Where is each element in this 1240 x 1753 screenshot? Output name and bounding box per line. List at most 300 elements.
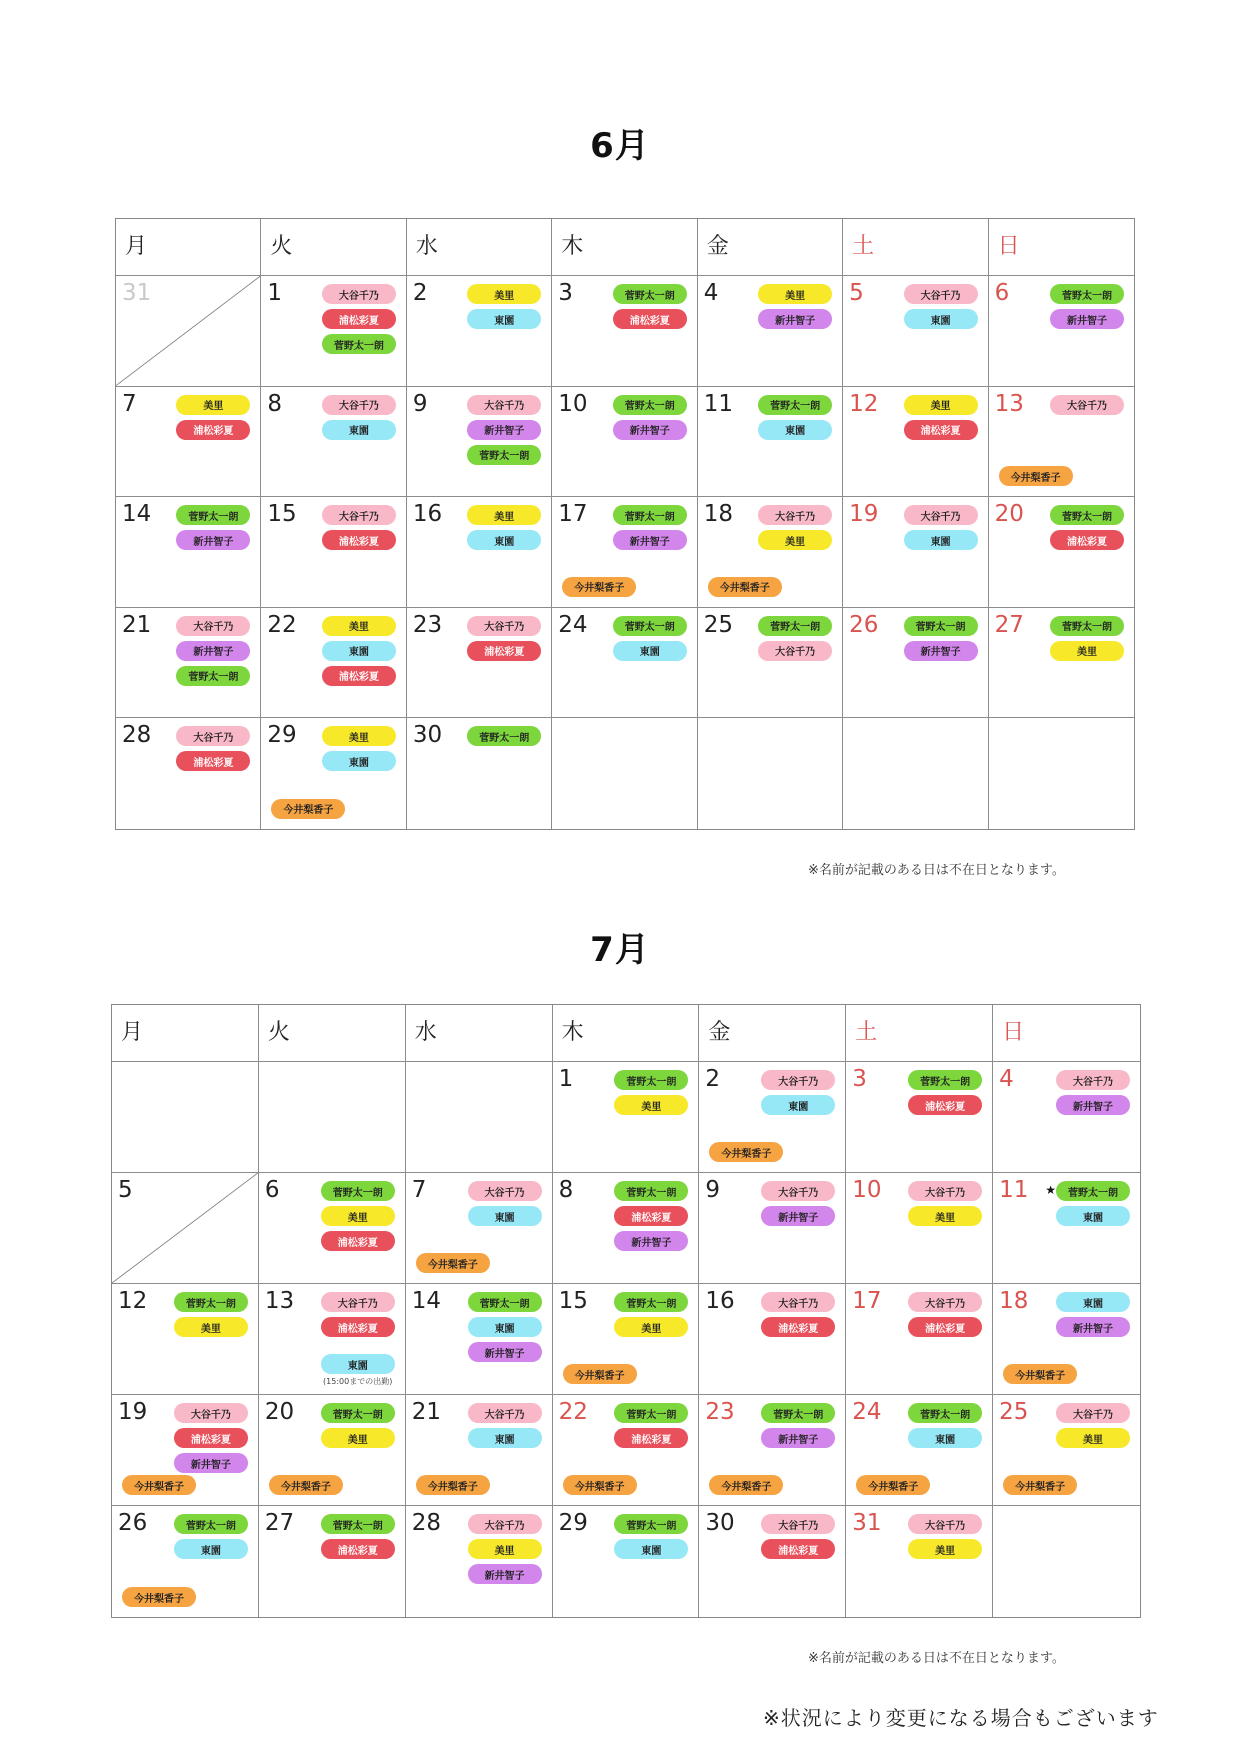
day-number: 13 [264, 1288, 295, 1314]
absent-staff-list [758, 505, 832, 550]
june-title: 6月 [590, 126, 650, 166]
staff-pill-imai: 今井梨香子 [1003, 1364, 1077, 1384]
staff-pill-higashizono: 東園 [904, 309, 978, 329]
day-number: 2 [412, 280, 428, 306]
staff-pill-uramatsu: 浦松彩夏 [176, 751, 250, 771]
absent-staff-list [904, 616, 978, 661]
staff-pill-sugano: 菅野太一朗 [614, 1292, 688, 1312]
july-footnote: ※名前が記載のある日は不在日となります。 [808, 1651, 1065, 1666]
day-number: 10 [558, 390, 588, 417]
absent-staff-list [321, 1403, 395, 1448]
calendar-day-cell[interactable] [846, 1506, 993, 1617]
calendar-day-cell[interactable] [406, 1173, 553, 1284]
absent-staff-list [908, 1181, 982, 1226]
calendar-day-cell[interactable] [112, 1506, 259, 1617]
calendar-day-cell[interactable] [407, 497, 552, 608]
staff-pill-imai: 今井梨香子 [709, 1142, 783, 1162]
day-number: 11 [703, 390, 733, 417]
calendar-day-cell[interactable] [112, 1395, 259, 1506]
staff-pill-sugano: 菅野太一朗 [1050, 284, 1124, 304]
calendar-day-cell[interactable] [698, 608, 843, 719]
staff-pill-uramatsu: 浦松彩夏 [908, 1317, 982, 1337]
staff-pill-higashizono: 東園 [322, 751, 396, 771]
staff-pill-ootani: 大谷千乃 [176, 616, 250, 636]
staff-pill-higashizono: 東園 [1056, 1292, 1130, 1312]
staff-pill-imai: 今井梨香子 [416, 1475, 490, 1495]
absent-staff-list [761, 1514, 835, 1559]
day-number: 13 [994, 390, 1024, 417]
absent-staff-list [761, 1181, 835, 1226]
day-number: 19 [118, 1399, 148, 1425]
staff-pill-ootani: 大谷千乃 [908, 1292, 982, 1312]
day-number: 9 [705, 1177, 721, 1203]
absent-staff-list [908, 1514, 982, 1559]
staff-pill-sugano: 菅野太一朗 [908, 1070, 982, 1090]
staff-pill-sugano: 菅野太一朗 [176, 505, 250, 525]
day-number: 17 [558, 501, 588, 528]
shift-note: (15:00までの出勤) [323, 1377, 393, 1386]
calendar-day-cell[interactable] [261, 276, 406, 387]
calendar-day-cell[interactable] [553, 1395, 700, 1506]
staff-pill-higashizono: 東園 [467, 309, 541, 329]
calendar-day-cell[interactable] [116, 387, 261, 498]
staff-pill-sugano: 菅野太一朗 [174, 1292, 248, 1312]
staff-pill-imai: 今井梨香子 [563, 1475, 637, 1495]
star-icon: ★ [1045, 1183, 1056, 1197]
absent-staff-list [1050, 505, 1124, 550]
absent-staff-list [176, 505, 250, 550]
calendar-day-cell[interactable] [259, 1062, 406, 1173]
weekday-header: 火 [261, 219, 406, 276]
weekday-header: 木 [553, 1005, 700, 1062]
staff-pill-uramatsu: 浦松彩夏 [1050, 530, 1124, 550]
july-title: 7月 [590, 930, 650, 970]
calendar-day-cell[interactable] [989, 497, 1134, 608]
staff-pill-sugano: 菅野太一朗 [1050, 505, 1124, 525]
staff-pill-higashizono: 東園 [468, 1206, 542, 1226]
day-number: 29 [267, 722, 297, 749]
change-notice: ※状況により変更になる場合もございます [763, 1706, 1159, 1730]
staff-pill-higashizono: 東園 [468, 1428, 542, 1448]
day-number: 31 [122, 280, 152, 306]
calendar-day-cell[interactable] [699, 1062, 846, 1173]
day-number: 19 [849, 501, 879, 528]
absent-staff-list [321, 1514, 395, 1559]
day-number: 3 [852, 1066, 867, 1092]
staff-pill-higashizono: 東園 [904, 530, 978, 550]
calendar-day-cell[interactable] [259, 1284, 406, 1395]
calendar-day-cell[interactable] [698, 497, 843, 608]
staff-pill-ootani: 大谷千乃 [468, 1181, 542, 1201]
day-number: 18 [999, 1288, 1029, 1314]
staff-pill-imai: 今井梨香子 [563, 1364, 637, 1384]
staff-pill-ootani: 大谷千乃 [468, 1403, 542, 1423]
weekday-header: 金 [698, 219, 843, 276]
calendar-day-cell[interactable] [553, 1284, 700, 1395]
weekday-header: 水 [406, 1005, 553, 1062]
day-number: 4 [999, 1066, 1014, 1092]
calendar-day-cell[interactable] [261, 497, 406, 608]
absent-staff-list [613, 284, 687, 329]
staff-pill-misato: 美里 [174, 1317, 248, 1337]
day-number: 12 [118, 1288, 148, 1314]
staff-pill-misato: 美里 [321, 1428, 395, 1448]
staff-pill-sugano: 菅野太一朗 [761, 1403, 835, 1423]
staff-pill-sugano: 菅野太一朗 [467, 445, 541, 465]
staff-pill-sugano: 菅野太一朗 [613, 616, 687, 636]
staff-pill-imai: 今井梨香子 [999, 466, 1073, 486]
staff-pill-arai: 新井智子 [614, 1231, 688, 1251]
calendar-day-cell[interactable] [993, 1062, 1140, 1173]
absent-staff-list [322, 505, 396, 550]
staff-pill-sugano: 菅野太一朗 [176, 666, 250, 686]
diagonal-stroke [112, 1173, 258, 1283]
calendar-day-cell[interactable] [698, 387, 843, 498]
day-number: 15 [558, 1288, 588, 1314]
day-number: 7 [411, 1177, 427, 1203]
staff-pill-misato: 美里 [322, 616, 396, 636]
staff-pill-ootani: 大谷千乃 [322, 284, 396, 304]
absent-staff-list [468, 1181, 542, 1226]
staff-pill-higashizono: 東園 [322, 420, 396, 440]
absent-staff-list [613, 616, 687, 661]
calendar-day-cell[interactable] [112, 1173, 259, 1284]
staff-pill-arai: 新井智子 [467, 420, 541, 440]
day-number: 5 [849, 280, 864, 306]
weekday-header: 金 [699, 1005, 846, 1062]
calendar-day-cell[interactable] [699, 1395, 846, 1506]
absent-staff-list [174, 1292, 248, 1337]
staff-pill-uramatsu: 浦松彩夏 [613, 309, 687, 329]
calendar-day-cell[interactable] [843, 718, 988, 829]
day-number: 30 [705, 1510, 735, 1536]
staff-pill-arai: 新井智子 [174, 1453, 248, 1473]
calendar-day-cell[interactable] [406, 1506, 553, 1617]
day-number: 10 [852, 1177, 882, 1203]
calendar-day-cell[interactable] [116, 276, 261, 387]
staff-pill-higashizono: 東園 [613, 641, 687, 661]
staff-pill-imai: 今井梨香子 [271, 799, 345, 819]
staff-pill-uramatsu: 浦松彩夏 [761, 1539, 835, 1559]
staff-pill-sugano: 菅野太一朗 [758, 395, 832, 415]
staff-pill-ootani: 大谷千乃 [904, 505, 978, 525]
calendar-day-cell[interactable] [407, 276, 552, 387]
staff-pill-uramatsu: 浦松彩夏 [322, 309, 396, 329]
staff-pill-uramatsu: 浦松彩夏 [174, 1428, 248, 1448]
calendar-day-cell[interactable] [407, 718, 552, 829]
calendar-day-cell[interactable] [112, 1062, 259, 1173]
calendar-day-cell[interactable] [116, 718, 261, 829]
day-number: 4 [703, 280, 719, 306]
absent-staff-list [1050, 395, 1124, 415]
day-number: 28 [411, 1510, 441, 1536]
day-number: 14 [122, 501, 152, 528]
june-footnote: ※名前が記載のある日は不在日となります。 [808, 863, 1065, 878]
calendar-day-cell[interactable] [989, 608, 1134, 719]
staff-pill-sugano: 菅野太一朗 [467, 726, 541, 746]
day-number: 26 [849, 611, 879, 638]
weekday-header: 火 [259, 1005, 406, 1062]
staff-pill-higashizono: 東園 [321, 1354, 395, 1374]
staff-pill-ootani: 大谷千乃 [758, 641, 832, 661]
calendar-day-cell[interactable] [846, 1395, 993, 1506]
calendar-day-cell[interactable] [261, 608, 406, 719]
weekday-header: 日 [993, 1005, 1140, 1062]
calendar-day-cell[interactable] [259, 1173, 406, 1284]
calendar-day-cell[interactable] [259, 1395, 406, 1506]
staff-pill-arai: 新井智子 [613, 420, 687, 440]
day-number: 2 [705, 1066, 721, 1092]
calendar-day-cell[interactable] [116, 497, 261, 608]
day-number: 3 [558, 280, 573, 306]
calendar-day-cell[interactable] [989, 276, 1134, 387]
calendar-day-cell[interactable] [553, 1062, 700, 1173]
day-number: 12 [849, 390, 879, 417]
absent-staff-list [467, 505, 541, 550]
staff-pill-uramatsu: 浦松彩夏 [322, 666, 396, 686]
staff-pill-sugano: 菅野太一朗 [908, 1403, 982, 1423]
day-number: 16 [705, 1288, 735, 1314]
weekday-header: 土 [846, 1005, 993, 1062]
absent-staff-list [467, 284, 541, 329]
staff-pill-arai: 新井智子 [176, 530, 250, 550]
calendar-day-cell[interactable] [406, 1395, 553, 1506]
day-number: 15 [267, 501, 297, 528]
absent-staff-list [758, 395, 832, 440]
staff-pill-ootani: 大谷千乃 [761, 1070, 835, 1090]
weekday-header: 月 [116, 219, 261, 276]
calendar-day-cell[interactable] [261, 387, 406, 498]
staff-pill-imai: 今井梨香子 [1003, 1475, 1077, 1495]
staff-pill-ootani: 大谷千乃 [761, 1292, 835, 1312]
staff-pill-ootani: 大谷千乃 [174, 1403, 248, 1423]
weekday-header: 木 [552, 219, 697, 276]
day-number: 22 [558, 1399, 588, 1425]
staff-pill-higashizono: 東園 [761, 1095, 835, 1115]
calendar-day-cell[interactable] [989, 387, 1134, 498]
calendar-day-cell[interactable] [553, 1173, 700, 1284]
day-number: 24 [558, 611, 588, 638]
day-number: 20 [264, 1399, 295, 1425]
staff-pill-arai: 新井智子 [468, 1564, 542, 1584]
calendar-day-cell[interactable] [552, 718, 697, 829]
calendar-day-cell[interactable] [552, 276, 697, 387]
calendar-day-cell[interactable] [989, 718, 1134, 829]
calendar-day-cell[interactable] [698, 718, 843, 829]
absent-staff-list [322, 726, 396, 771]
day-number: 14 [411, 1288, 441, 1314]
staff-pill-sugano: 菅野太一朗 [614, 1070, 688, 1090]
day-number: 23 [412, 611, 443, 638]
calendar-day-cell[interactable] [993, 1395, 1140, 1506]
calendar-day-cell[interactable] [699, 1284, 846, 1395]
staff-pill-misato: 美里 [322, 726, 396, 746]
calendar-day-cell[interactable] [843, 276, 988, 387]
calendar-day-cell[interactable] [112, 1284, 259, 1395]
staff-pill-uramatsu: 浦松彩夏 [761, 1317, 835, 1337]
absent-staff-list [467, 395, 541, 465]
day-number: 23 [705, 1399, 735, 1425]
calendar-day-cell[interactable] [843, 608, 988, 719]
staff-pill-arai: 新井智子 [904, 641, 978, 661]
day-number: 25 [703, 611, 733, 638]
staff-pill-higashizono: 東園 [467, 530, 541, 550]
staff-pill-misato: 美里 [908, 1539, 982, 1559]
staff-pill-ootani: 大谷千乃 [176, 726, 250, 746]
staff-pill-higashizono: 東園 [322, 641, 396, 661]
calendar-day-cell[interactable] [407, 387, 552, 498]
absent-staff-list [467, 726, 541, 746]
calendar-day-cell[interactable] [552, 608, 697, 719]
staff-pill-misato: 美里 [176, 395, 250, 415]
day-number: 16 [412, 501, 443, 528]
calendar-day-cell[interactable] [116, 608, 261, 719]
staff-pill-imai: 今井梨香子 [269, 1475, 343, 1495]
absent-staff-list [176, 395, 250, 440]
staff-pill-ootani: 大谷千乃 [758, 505, 832, 525]
calendar-day-cell[interactable] [552, 387, 697, 498]
staff-pill-ootani: 大谷千乃 [908, 1514, 982, 1534]
staff-pill-misato: 美里 [758, 530, 832, 550]
weekday-header: 水 [407, 219, 552, 276]
staff-pill-sugano: 菅野太一朗 [758, 616, 832, 636]
absent-staff-list [908, 1403, 982, 1448]
staff-pill-uramatsu: 浦松彩夏 [321, 1231, 395, 1251]
staff-pill-arai: 新井智子 [613, 530, 687, 550]
staff-pill-misato: 美里 [614, 1317, 688, 1337]
calendar-day-cell[interactable] [552, 497, 697, 608]
calendar-day-cell[interactable] [993, 1506, 1140, 1617]
absent-staff-list [176, 616, 250, 686]
calendar-day-cell[interactable] [843, 497, 988, 608]
staff-pill-higashizono: 東園 [614, 1539, 688, 1559]
day-number: 9 [412, 390, 428, 417]
calendar-day-cell[interactable] [699, 1173, 846, 1284]
absent-staff-list [614, 1403, 688, 1448]
staff-pill-sugano: 菅野太一朗 [613, 284, 687, 304]
staff-pill-uramatsu: 浦松彩夏 [614, 1428, 688, 1448]
weekday-header: 月 [112, 1005, 259, 1062]
staff-pill-imai: 今井梨香子 [122, 1475, 196, 1495]
calendar-day-cell[interactable] [553, 1506, 700, 1617]
staff-pill-misato: 美里 [1050, 641, 1124, 661]
calendar-day-cell[interactable] [406, 1062, 553, 1173]
calendar-day-cell[interactable] [993, 1284, 1140, 1395]
day-number: 22 [267, 611, 297, 638]
staff-pill-sugano: 菅野太一朗 [1056, 1181, 1130, 1201]
day-number: 5 [118, 1177, 133, 1203]
staff-pill-uramatsu: 浦松彩夏 [904, 420, 978, 440]
calendar-day-cell[interactable] [846, 1284, 993, 1395]
staff-pill-arai: 新井智子 [468, 1342, 542, 1362]
absent-staff-list [1056, 1070, 1130, 1115]
staff-pill-higashizono: 東園 [1056, 1206, 1130, 1226]
staff-pill-uramatsu: 浦松彩夏 [467, 641, 541, 661]
absent-staff-list [761, 1292, 835, 1337]
staff-pill-misato: 美里 [904, 395, 978, 415]
absent-staff-list [174, 1403, 248, 1473]
june-grid [116, 219, 1134, 829]
staff-pill-sugano: 菅野太一朗 [174, 1514, 248, 1534]
absent-staff-list [614, 1514, 688, 1559]
absent-staff-list [904, 395, 978, 440]
staff-pill-uramatsu: 浦松彩夏 [321, 1317, 395, 1337]
absent-staff-list [321, 1292, 395, 1387]
calendar-day-cell[interactable] [846, 1062, 993, 1173]
staff-pill-misato: 美里 [321, 1206, 395, 1226]
staff-pill-higashizono: 東園 [174, 1539, 248, 1559]
calendar-day-cell[interactable] [259, 1506, 406, 1617]
absent-staff-list [322, 616, 396, 686]
staff-pill-uramatsu: 浦松彩夏 [322, 530, 396, 550]
staff-pill-arai: 新井智子 [758, 309, 832, 329]
absent-staff-list [1050, 284, 1124, 329]
day-number: 27 [264, 1510, 295, 1536]
absent-staff-list [468, 1292, 542, 1362]
staff-pill-higashizono: 東園 [758, 420, 832, 440]
calendar-day-cell[interactable] [846, 1173, 993, 1284]
staff-pill-sugano: 菅野太一朗 [613, 505, 687, 525]
staff-pill-sugano: 菅野太一朗 [614, 1514, 688, 1534]
absent-staff-list [468, 1514, 542, 1584]
day-number: 1 [267, 280, 283, 306]
staff-pill-uramatsu: 浦松彩夏 [614, 1206, 688, 1226]
calendar-day-cell[interactable] [261, 718, 406, 829]
calendar-day-cell[interactable] [843, 387, 988, 498]
absent-staff-list [174, 1514, 248, 1559]
staff-pill-sugano: 菅野太一朗 [321, 1514, 395, 1534]
staff-pill-sugano: 菅野太一朗 [1050, 616, 1124, 636]
day-number: 8 [267, 390, 283, 417]
staff-pill-ootani: 大谷千乃 [1056, 1070, 1130, 1090]
day-number: 21 [122, 611, 152, 638]
day-number: 7 [122, 390, 137, 417]
absent-staff-list [761, 1403, 835, 1448]
absent-staff-list [176, 726, 250, 771]
calendar-day-cell[interactable] [993, 1173, 1140, 1284]
weekday-header: 日 [989, 219, 1134, 276]
absent-staff-list [904, 284, 978, 329]
staff-pill-imai: 今井梨香子 [122, 1587, 196, 1607]
staff-pill-arai: 新井智子 [1056, 1317, 1130, 1337]
staff-pill-ootani: 大谷千乃 [761, 1181, 835, 1201]
absent-staff-list [761, 1070, 835, 1115]
calendar-day-cell[interactable] [698, 276, 843, 387]
staff-pill-ootani: 大谷千乃 [467, 616, 541, 636]
absent-staff-list [908, 1292, 982, 1337]
staff-pill-sugano: 菅野太一朗 [614, 1181, 688, 1201]
staff-pill-misato: 美里 [467, 284, 541, 304]
staff-pill-arai: 新井智子 [1050, 309, 1124, 329]
absent-staff-list [614, 1181, 688, 1251]
day-number: 21 [411, 1399, 441, 1425]
absent-staff-list [613, 395, 687, 440]
staff-pill-arai: 新井智子 [1056, 1095, 1130, 1115]
calendar-day-cell[interactable] [407, 608, 552, 719]
calendar-day-cell[interactable] [699, 1506, 846, 1617]
staff-pill-ootani: 大谷千乃 [1056, 1403, 1130, 1423]
staff-pill-uramatsu: 浦松彩夏 [321, 1539, 395, 1559]
day-number: 24 [852, 1399, 882, 1425]
absent-staff-list [1056, 1181, 1130, 1226]
calendar-day-cell[interactable] [406, 1284, 553, 1395]
staff-pill-uramatsu: 浦松彩夏 [908, 1095, 982, 1115]
staff-pill-misato: 美里 [468, 1539, 542, 1559]
staff-pill-ootani: 大谷千乃 [467, 395, 541, 415]
june-calendar [115, 218, 1135, 830]
staff-pill-imai: 今井梨香子 [708, 577, 782, 597]
absent-staff-list [1050, 616, 1124, 661]
